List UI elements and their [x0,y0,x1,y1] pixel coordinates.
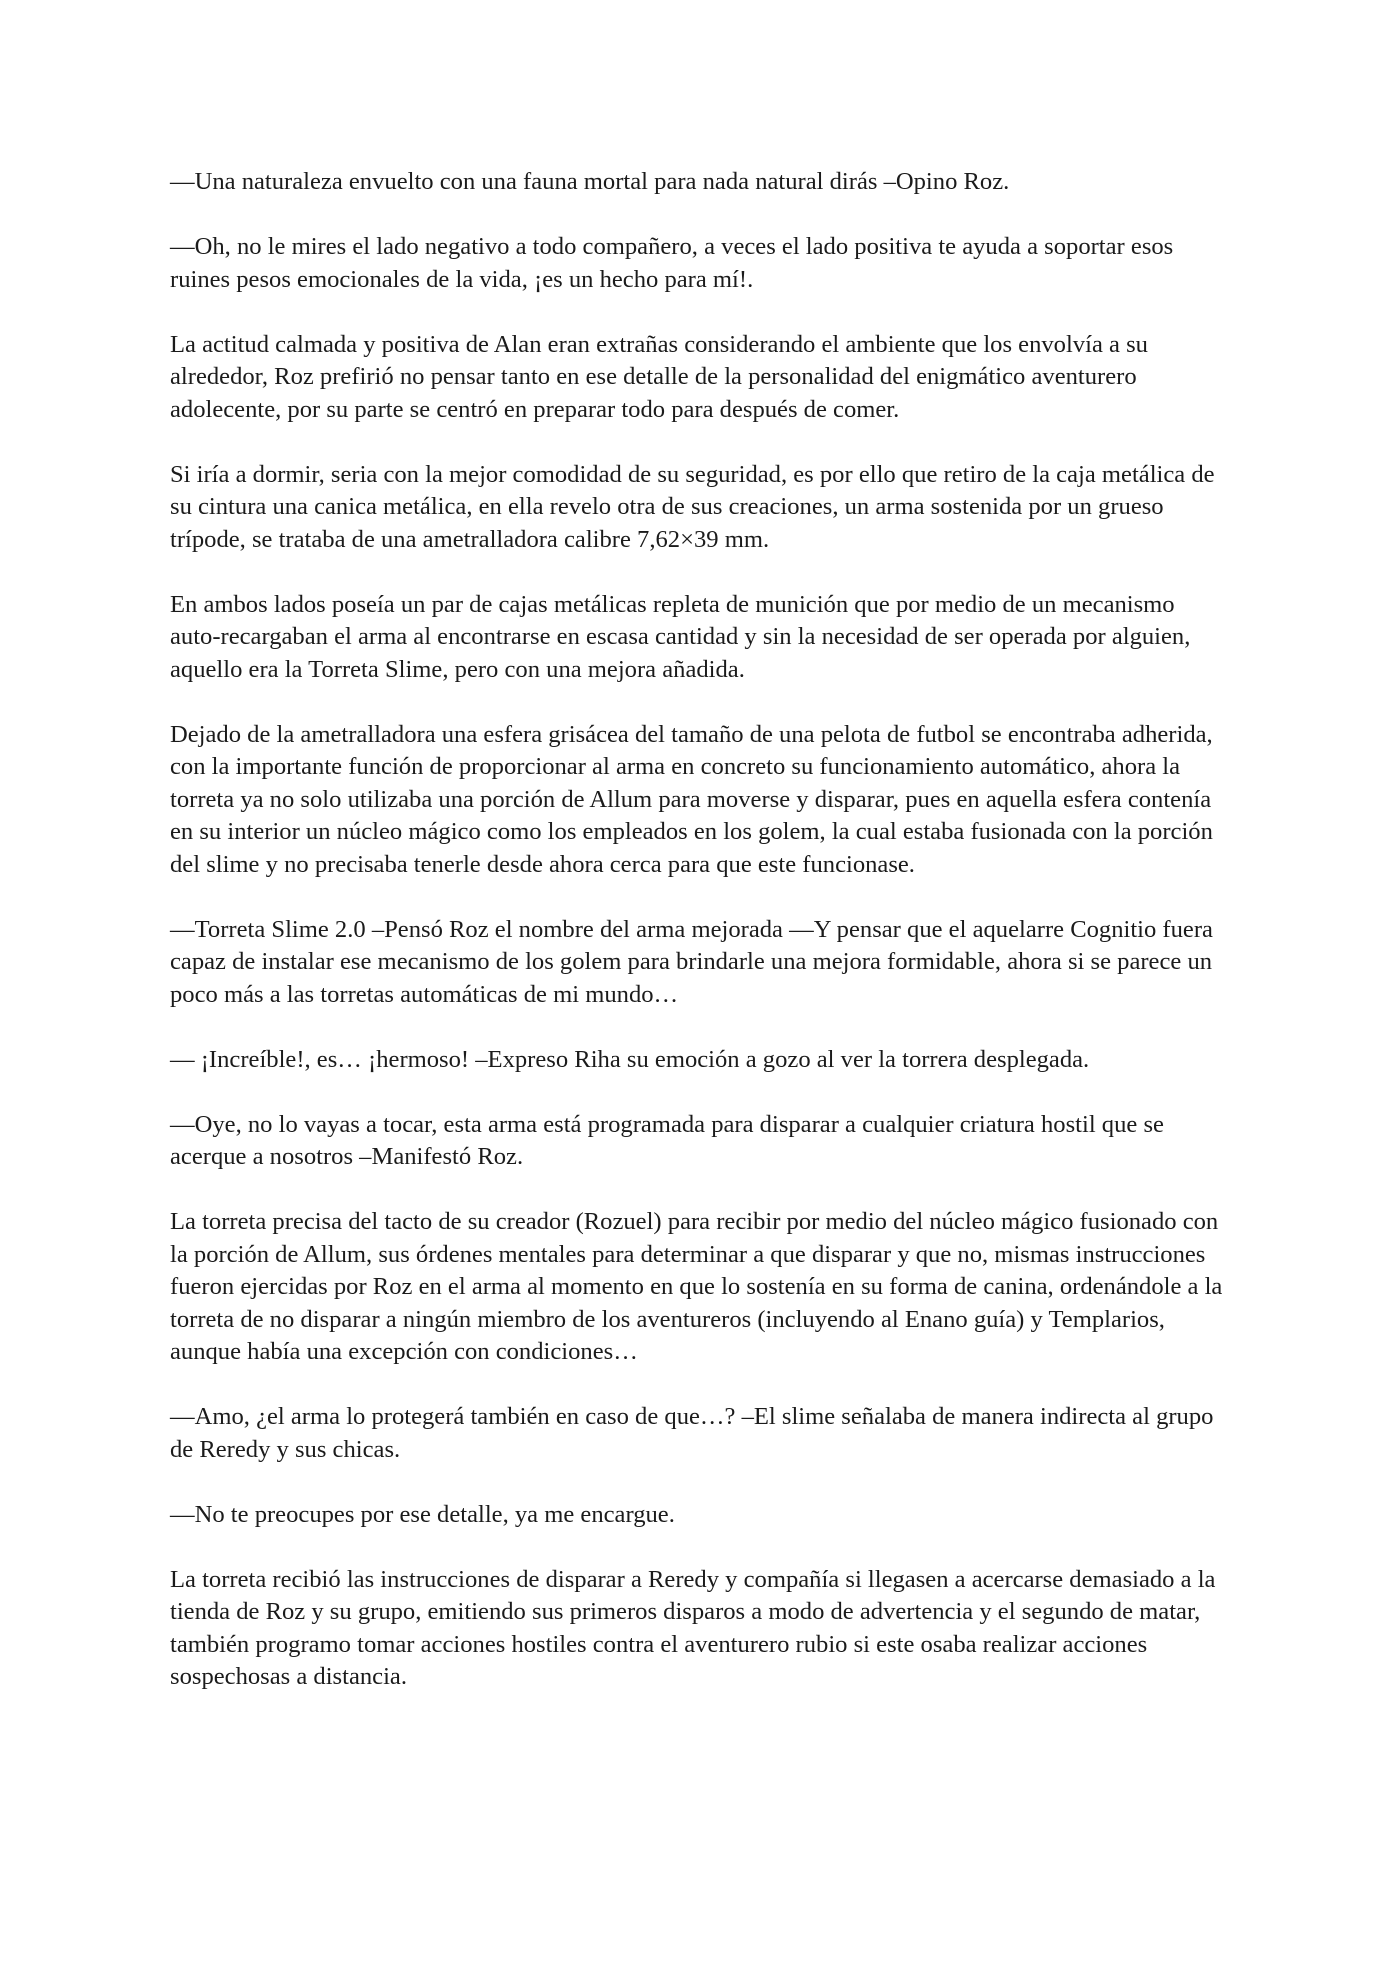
paragraph-5: En ambos lados poseía un par de cajas metálicas repleta de munición que por medio de un mecanismo auto-recargaban el arma al encontrarse en escasa cantidad y sin la necesidad de ser operada por alguien, aquello era la Torreta Slime, pero con una mejora añadida. [170,590,1191,683]
paragraph-8: — ¡Increíble!, es… ¡hermoso! –Expreso Riha su emoción a gozo al ver la torrera desplegada. [170,1045,1090,1073]
paragraph-2: —Oh, no le mires el lado negativo a todo compañero, a veces el lado positiva te ayuda a soportar esos ruines pesos emocionales de la vida, ¡es un hecho para mí!. [170,233,1174,293]
paragraph-12: —No te preocupes por ese detalle, ya me encargue. [170,1500,675,1528]
paragraph-10: La torreta precisa del tacto de su creador (Rozuel) para recibir por medio del núcleo mágico fusionado con la porción de Allum, sus órdenes mentales para determinar a que disparar y que no, mismas instrucciones fueron ejercidas por Roz en el arma al momento en que lo sostenía en su forma de canina, ordenándole a la torreta de no disparar a ningún miembro de los aventureros (incluyendo al Enano guía) y Templarios, aunque había una excepción con condiciones… [170,1208,1223,1365]
paragraph-4: Si iría a dormir, seria con la mejor comodidad de su seguridad, es por ello que retiro de la caja metálica de su cintura una canica metálica, en ella revelo otra de sus creaciones, un arma sostenida por un grueso trípode, se trataba de una ametralladora calibre 7,62×39 mm. [170,460,1215,553]
document-body [170,166,1230,1726]
paragraph-7: —Torreta Slime 2.0 –Pensó Roz el nombre del arma mejorada —Y pensar que el aquelarre Cognitio fuera capaz de instalar ese mecanismo de los golem para brindarle una mejora formidable, ahora si se parece un poco más a las torretas automáticas de mi mundo… [170,915,1213,1008]
paragraph-11: —Amo, ¿el arma lo protegerá también en caso de que…? –El slime señalaba de manera indirecta al grupo de Reredy y sus chicas. [170,1403,1214,1463]
paragraph-1: —Una naturaleza envuelto con una fauna mortal para nada natural dirás –Opino Roz. [170,168,1010,195]
paragraph-13: La torreta recibió las instrucciones de disparar a Reredy y compañía si llegasen a acercarse demasiado a la tienda de Roz y su grupo, emitiendo sus primeros disparos a modo de advertencia y el segundo de matar, también programo tomar acciones hostiles contra el aventurero rubio si este osaba realizar acciones sospechosas a distancia. [170,1565,1216,1690]
paragraph-3: La actitud calmada y positiva de Alan eran extrañas considerando el ambiente que los envolvía a su alrededor, Roz prefirió no pensar tanto en ese detalle de la personalidad del enigmático aventurero adolecente, por su parte se centró en preparar todo para después de comer. [170,330,1148,423]
paragraph-9: —Oye, no lo vayas a tocar, esta arma está programada para disparar a cualquier criatura hostil que se acerque a nosotros –Manifestó Roz. [170,1110,1164,1170]
paragraph-6: Dejado de la ametralladora una esfera grisácea del tamaño de una pelota de futbol se encontraba adherida, con la importante función de proporcionar al arma en concreto su funcionamiento automático, ahora la torreta ya no solo utilizaba una porción de Allum para moverse y disparar, pues en aquella esfera contenía en su interior un núcleo mágico como los empleados en los golem, la cual estaba fusionada con la porción del slime y no precisaba tenerle desde ahora cerca para que este funcionase. [170,720,1213,878]
